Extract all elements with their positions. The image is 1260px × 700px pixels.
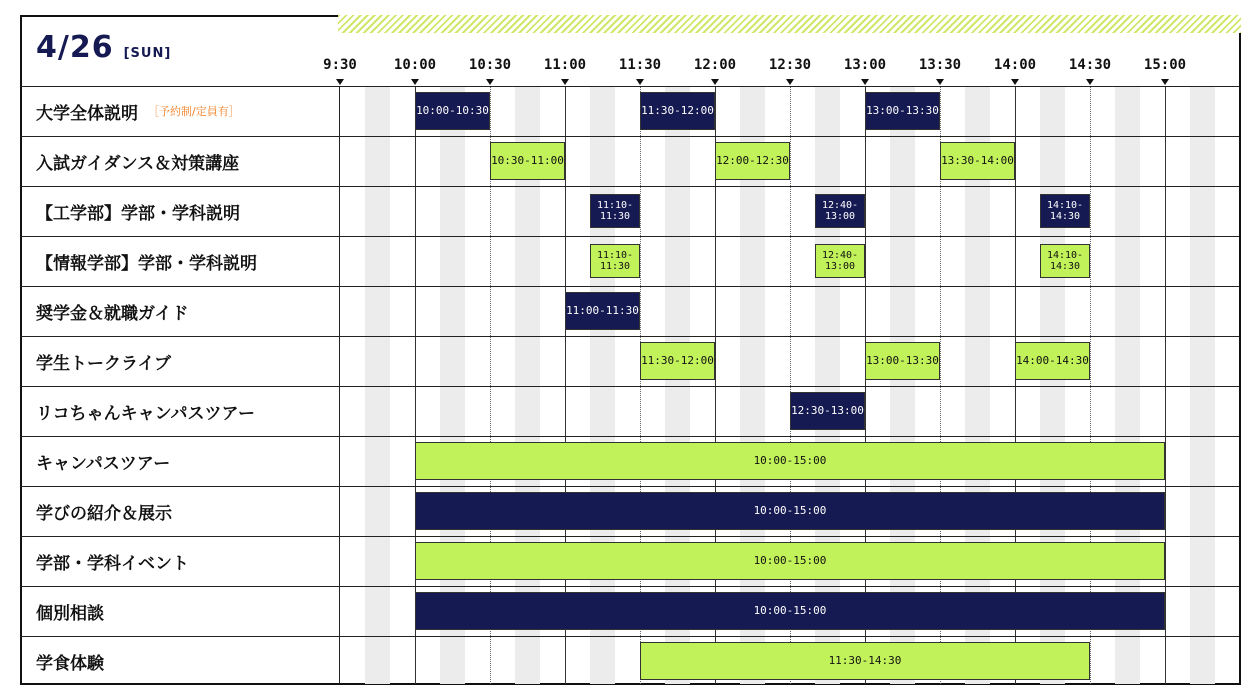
event-block: 13:00-13:30: [865, 342, 940, 380]
event-block: 14:00-14:30: [1015, 342, 1090, 380]
row-label: [36, 586, 104, 636]
time-tick-marker: [786, 79, 794, 85]
event-block: 11:00-11:30: [565, 292, 640, 330]
time-tick-label: 13:00: [843, 57, 887, 73]
event-block: 12:30-13:00: [790, 392, 865, 430]
row-divider: [20, 536, 1239, 537]
row-divider: [20, 636, 1239, 637]
row-divider: [20, 586, 1239, 587]
time-tick-label: 10:30: [468, 57, 512, 73]
row-divider: [20, 486, 1239, 487]
event-block: 10:00-10:30: [415, 92, 490, 130]
row-label: [36, 336, 171, 386]
event-block: 13:30-14:00: [940, 142, 1015, 180]
row-label: [36, 136, 239, 186]
row-label: [36, 536, 189, 586]
row-label: [36, 486, 172, 536]
event-block: 11:10- 11:30: [590, 244, 640, 278]
time-tick-label: 13:30: [918, 57, 962, 73]
grid-stripe: [365, 86, 390, 684]
event-block: 14:10- 14:30: [1040, 244, 1090, 278]
row-label-text: 学生トークライブ: [36, 353, 171, 374]
time-tick-marker: [336, 79, 344, 85]
time-tick-label: 14:00: [993, 57, 1037, 73]
reservation-note: ［予約制/定員有］: [148, 105, 240, 118]
time-tick-marker: [1011, 79, 1019, 85]
grid-stripe: [1190, 86, 1215, 684]
row-label-text: リコちゃんキャンパスツアー: [36, 403, 255, 424]
time-tick-label: 12:00: [693, 57, 737, 73]
row-label-text: 学びの紹介＆展示: [36, 503, 172, 524]
time-tick-marker: [411, 79, 419, 85]
time-tick-marker: [1086, 79, 1094, 85]
event-block: 11:30-14:30: [640, 642, 1090, 680]
time-tick-label: 10:00: [393, 57, 437, 73]
row-divider: [20, 336, 1239, 337]
row-label-text: 【情報学部】学部・学科説明: [36, 253, 257, 274]
row-divider: [20, 286, 1239, 287]
time-tick-label: 15:00: [1143, 57, 1187, 73]
row-label: [36, 636, 104, 686]
time-tick-marker: [711, 79, 719, 85]
event-block: 11:30-12:00: [640, 92, 715, 130]
row-label: [36, 86, 240, 136]
time-tick-marker: [1161, 79, 1169, 85]
event-block: 12:00-12:30: [715, 142, 790, 180]
row-divider: [20, 436, 1239, 437]
time-tick-label: 9:30: [323, 57, 357, 73]
event-block: 10:00-15:00: [415, 592, 1165, 630]
row-label-text: 入試ガイダンス＆対策講座: [36, 153, 240, 174]
row-label-text: キャンパスツアー: [36, 453, 171, 474]
time-tick-marker: [936, 79, 944, 85]
event-block: 10:00-15:00: [415, 442, 1165, 480]
date-label: 4/26: [36, 30, 114, 65]
row-label-text: 奨学金＆就職ガイド: [36, 303, 189, 324]
event-block: 12:40- 13:00: [815, 194, 865, 228]
event-block: 12:40- 13:00: [815, 244, 865, 278]
event-block: 11:30-12:00: [640, 342, 715, 380]
row-label: [36, 386, 255, 436]
time-tick-marker: [861, 79, 869, 85]
time-tick-label: 14:30: [1068, 57, 1112, 73]
event-block: 10:00-15:00: [415, 492, 1165, 530]
time-tick-marker: [636, 79, 644, 85]
time-tick-marker: [561, 79, 569, 85]
event-block: 13:00-13:30: [865, 92, 940, 130]
time-tick-label: 11:30: [618, 57, 662, 73]
schedule-title: [36, 30, 171, 78]
event-block: 11:10- 11:30: [590, 194, 640, 228]
row-label-text: 学部・学科イベント: [36, 553, 189, 574]
time-tick-label: 12:30: [768, 57, 812, 73]
row-label-text: 個別相談: [36, 603, 104, 624]
row-label: [36, 286, 189, 336]
row-label-text: 学食体験: [36, 653, 104, 674]
decorative-hatch-band: [338, 15, 1241, 33]
row-label-text: 【工学部】学部・学科説明: [36, 203, 240, 224]
row-label: [36, 436, 170, 486]
label-column-divider: [339, 86, 340, 684]
time-tick-label: 11:00: [543, 57, 587, 73]
day-of-week-label: [SUN]: [123, 46, 172, 61]
time-tick-marker: [486, 79, 494, 85]
event-block: 14:10- 14:30: [1040, 194, 1090, 228]
row-label: [36, 236, 257, 286]
event-block: 10:00-15:00: [415, 542, 1165, 580]
row-label: [36, 186, 240, 236]
row-label-text: 大学全体説明: [36, 103, 138, 124]
event-block: 10:30-11:00: [490, 142, 565, 180]
hour-gridline: [1165, 86, 1166, 684]
